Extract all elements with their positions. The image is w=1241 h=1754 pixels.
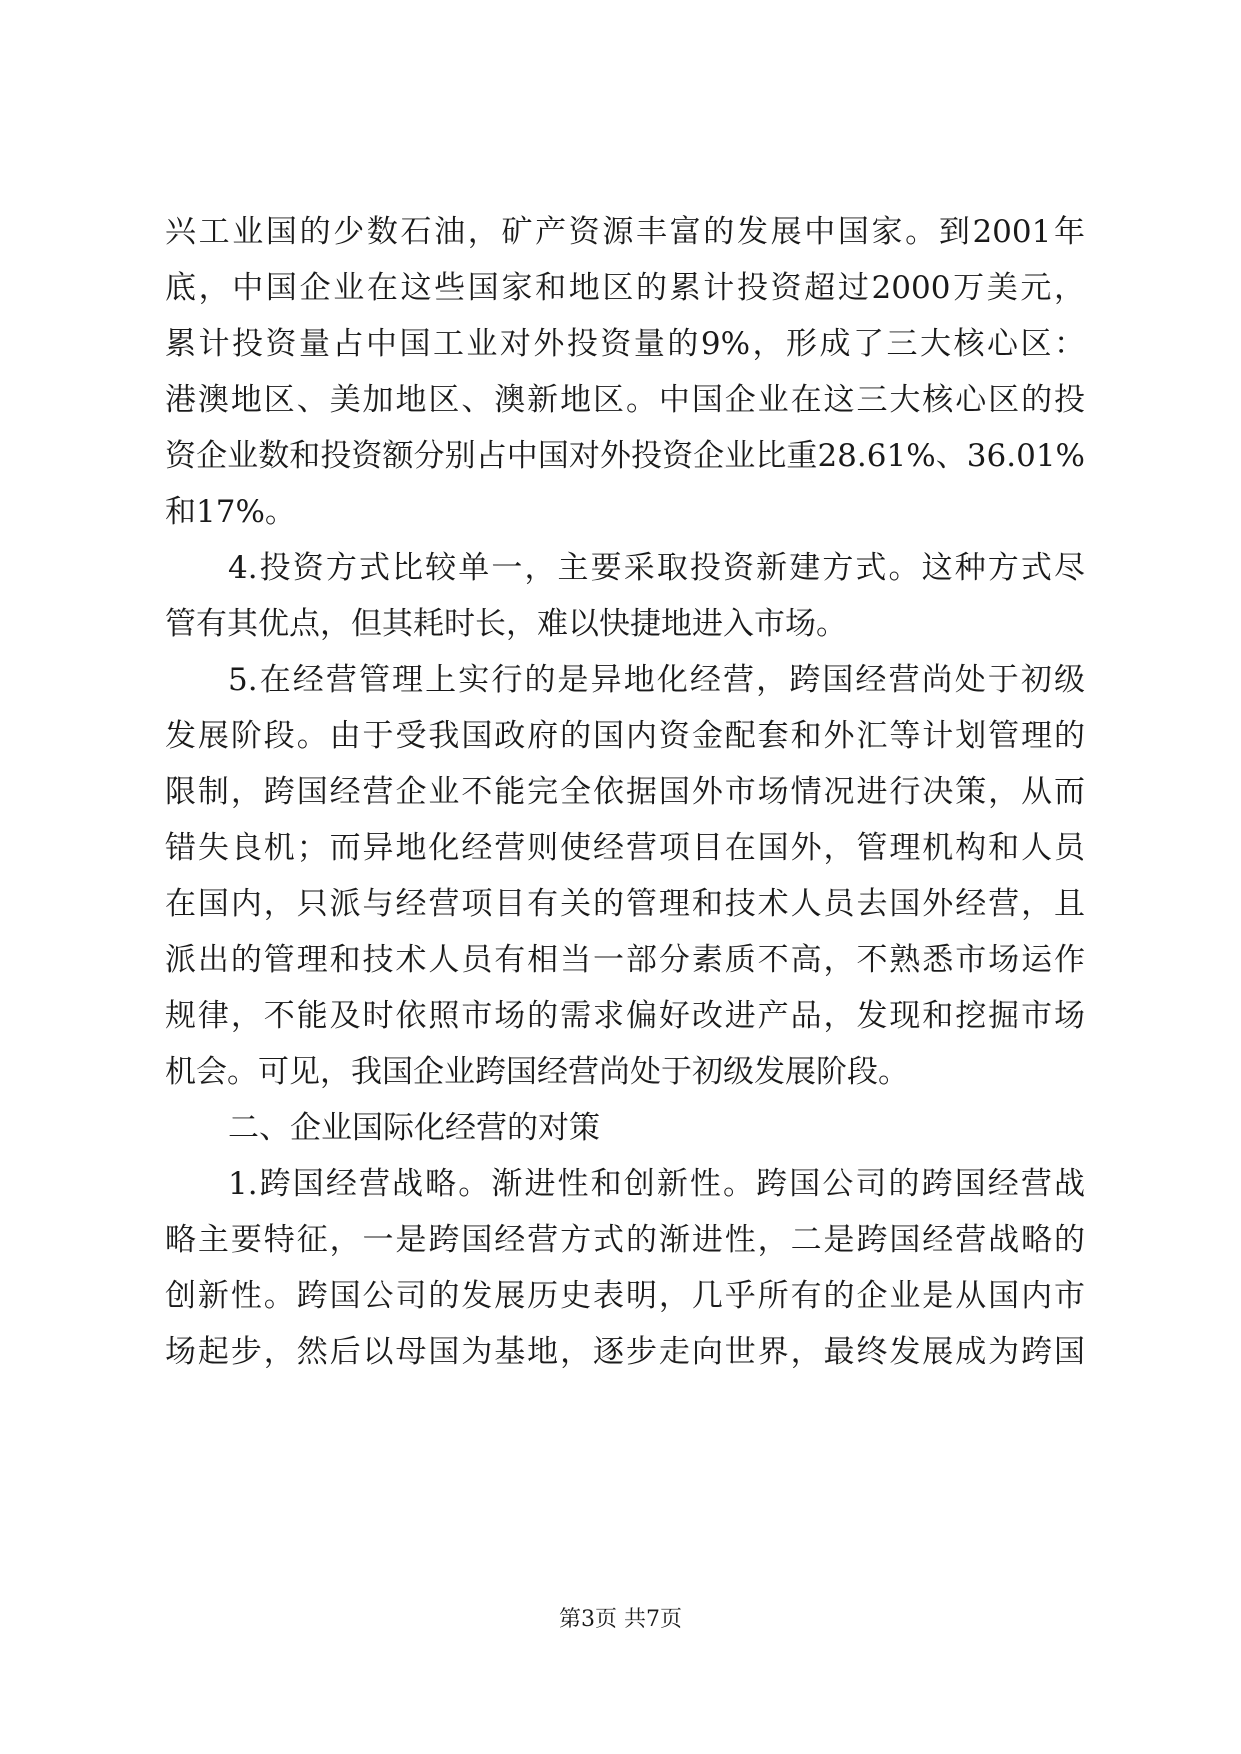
text-line: 派出的管理和技术人员有相当一部分素质不高，不熟悉市场运作 [165,942,1085,978]
text-line: 发展阶段。由于受我国政府的国内资金配套和外汇等计划管理的 [165,718,1085,754]
text-line: 略主要特征，一是跨国经营方式的渐进性，二是跨国经营战略的 [165,1222,1085,1258]
text-line: 机会。可见，我国企业跨国经营尚处于初级发展阶段。 [165,1054,909,1090]
text-line: 错失良机；而异地化经营则使经营项目在国外，管理机构和人员 [165,830,1085,866]
text-line: 4.投资方式比较单一，主要采取投资新建方式。这种方式尽 [228,550,1085,586]
page-footer: 第3页 共7页 [559,1607,682,1632]
text-line: 底，中国企业在这些国家和地区的累计投资超过2000万美元， [165,270,1085,306]
text-line: 管有其优点，但其耗时长，难以快捷地进入市场。 [165,606,847,642]
text-line: 限制，跨国经营企业不能完全依据国外市场情况进行决策，从而 [165,774,1085,810]
text-line: 兴工业国的少数石油，矿产资源丰富的发展中国家。到2001年 [165,214,1085,250]
text-line: 港澳地区、美加地区、澳新地区。中国企业在这三大核心区的投 [165,382,1085,418]
text-line: 资企业数和投资额分别占中国对外投资企业比重28.61%、36.01% [165,438,1085,474]
text-line: 1.跨国经营战略。渐进性和创新性。跨国公司的跨国经营战 [228,1166,1085,1202]
section-heading: 二、企业国际化经营的对策 [228,1110,600,1146]
text-line: 场起步，然后以母国为基地，逐步走向世界，最终发展成为跨国 [165,1334,1085,1370]
text-line: 5.在经营管理上实行的是异地化经营，跨国经营尚处于初级 [228,662,1085,698]
text-line: 和17%。 [165,494,296,530]
text-line: 创新性。跨国公司的发展历史表明，几乎所有的企业是从国内市 [165,1278,1085,1314]
text-line: 累计投资量占中国工业对外投资量的9%，形成了三大核心区： [165,326,1085,362]
text-line: 在国内，只派与经营项目有关的管理和技术人员去国外经营，且 [165,886,1085,922]
text-line: 规律，不能及时依照市场的需求偏好改进产品，发现和挖掘市场 [165,998,1085,1034]
